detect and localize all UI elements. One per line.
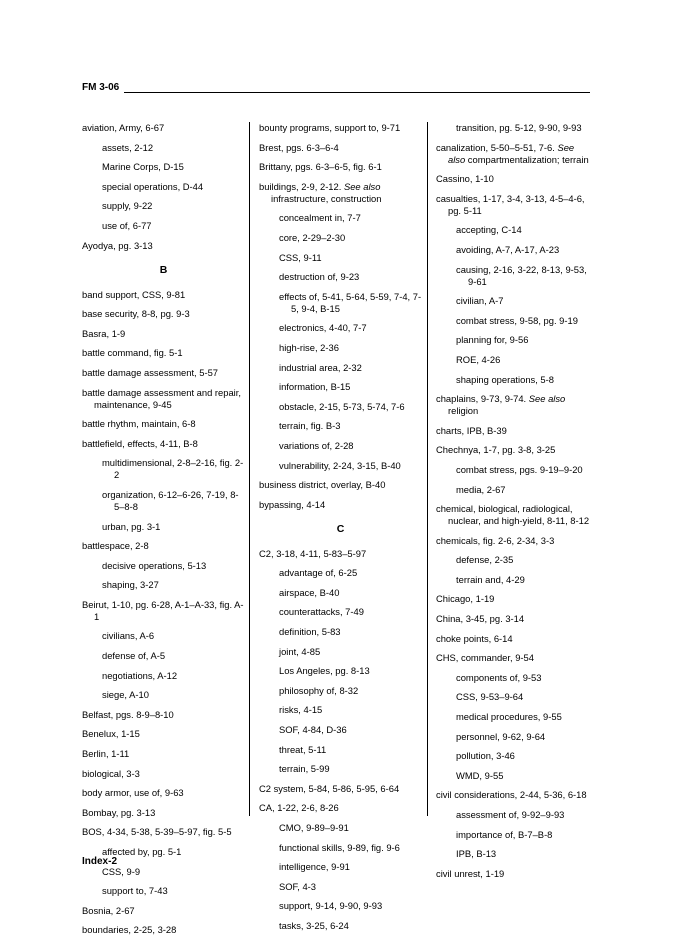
index-entry: aviation, Army, 6-67 [82,122,165,133]
index-subentry: SOF, 4-3 [279,880,316,892]
index-entry: chemical, biological, radiological, nuclear, and high-yield, 8-11, 8-12 [436,503,590,527]
index-subentry: effects of, 5-41, 5-64, 5-59, 7-4, 7-5, 9-4, B-15 [279,290,422,314]
index-subentry: CSS, 9-9 [102,865,141,877]
index-entry: boundaries, 2-25, 3-28 [82,924,177,936]
index-subentry: organization, 6-12–6-26, 7-19, 8-5–8-8 [102,488,239,512]
index-entry: chemicals, fig. 2-6, 2-34, 3-3 [436,534,555,546]
index-subentry: accepting, C-14 [456,224,522,236]
index-entry: Beirut, 1-10, pg. 6-28, A-1–A-33, fig. A-1 [82,598,244,622]
index-entry: charts, IPB, B-39 [436,424,507,436]
index-subentry: components of, 9-53 [456,671,542,683]
index-subentry: use of, 6-77 [102,219,152,231]
index-subentry: vulnerability, 2-24, 3-15, B-40 [279,459,401,471]
index-subentry: core, 2-29–2-30 [279,231,346,243]
index-subentry: CSS, 9-53–9-64 [456,691,524,703]
index-subentry: CMO, 9-89–9-91 [279,822,349,833]
index-entry: Chicago, 1-19 [436,593,495,605]
header-rule [124,92,590,93]
index-entry: bounty programs, support to, 9-71 [259,122,401,133]
index-subentry: shaping operations, 5-8 [456,373,554,385]
index-subentry: assets, 2-12 [102,141,154,153]
index-subentry: transition, pg. 5-12, 9-90, 9-93 [456,122,582,133]
entry-text: canalization, 5-50–5-51, 7-6. [436,141,558,153]
index-entry: business district, overlay, B-40 [259,479,386,491]
index-entry: battle damage assessment and repair, maintenance, 9-45 [82,386,241,410]
index-column-1 [82,122,245,944]
index-entry: choke points, 6-14 [436,632,513,644]
index-entry: body armor, use of, 9-63 [82,787,184,799]
index-subentry: avoiding, A-7, A-17, A-23 [456,243,560,255]
index-entry: C2, 3-18, 4-11, 5-83–5-97 [259,547,367,559]
index-subentry: high-rise, 2-36 [279,341,339,353]
index-entry: Chechnya, 1-7, pg. 3-8, 3-25 [436,444,556,456]
index-entry: casualties, 1-17, 3-4, 3-13, 4-5–4-6, pg. 5-11 [436,192,585,216]
index-subentry: Los Angeles, pg. 8-13 [279,665,370,677]
index-letter-heading: C [336,522,345,535]
index-subentry: CSS, 9-11 [279,251,322,263]
entry-text: buildings, 2-9, 2-12. [259,180,344,192]
index-subentry: terrain and, 4-29 [456,573,525,585]
index-subentry: combat stress, pgs. 9-19–9-20 [456,463,583,475]
index-entry: battle rhythm, maintain, 6-8 [82,418,196,430]
entry-text: religion [448,405,479,417]
index-entry: CA, 1-22, 2-6, 8-26 [259,802,339,814]
index-entry [436,142,592,166]
index-entry: battlespace, 2-8 [82,540,149,552]
index-entry: battle damage assessment, 5-57 [82,366,219,378]
column-divider [249,122,250,816]
index-entry: bypassing, 4-14 [259,498,326,510]
index-subentry: pollution, 3-46 [456,750,515,762]
index-subentry: siege, A-10 [102,689,149,701]
index-entry: battle command, fig. 5-1 [82,347,183,359]
index-subentry: decisive operations, 5-13 [102,559,207,571]
index-entry: BOS, 4-34, 5-38, 5-39–5-97, fig. 5-5 [82,826,232,838]
index-subentry: destruction of, 9-23 [279,271,360,283]
running-header: FM 3-06 [82,82,120,93]
index-entry: Belfast, pgs. 8-9–8-10 [82,708,174,720]
index-entry: Brest, pgs. 6-3–6-4 [259,141,339,153]
index-subentry: WMD, 9-55 [456,769,504,781]
index-subentry: information, B-15 [279,381,351,393]
index-subentry: combat stress, 9-58, pg. 9-19 [456,314,578,326]
index-subentry: airspace, B-40 [279,586,340,598]
index-subentry: threat, 5-11 [279,743,327,755]
index-entry: battlefield, effects, 4-11, B-8 [82,437,198,449]
index-entry: Benelux, 1-15 [82,728,140,740]
index-subentry: intelligence, 9-91 [279,861,350,873]
index-subentry: concealment in, 7-7 [279,212,361,224]
index-subentry: definition, 5-83 [279,626,341,638]
see-also-reference: See also [343,180,381,192]
index-column-3 [436,122,592,887]
index-entry: Bombay, pg. 3-13 [82,806,156,818]
index-subentry: causing, 2-16, 3-22, 8-13, 9-53, 9-61 [456,263,587,287]
index-subentry: support, 9-14, 9-90, 9-93 [279,900,383,912]
index-subentry: special operations, D-44 [102,180,204,192]
index-subentry: shaping, 3-27 [102,579,159,591]
index-subentry: Marine Corps, D-15 [102,161,184,173]
index-subentry: variations of, 2-28 [279,439,354,451]
entry-text: compartmentalization; terrain [465,153,589,165]
index-subentry: assessment of, 9-92–9-93 [456,809,565,820]
index-subentry: civilian, A-7 [456,295,504,307]
index-subentry: counterattacks, 7-49 [279,606,364,618]
index-subentry: ROE, 4-26 [456,353,501,365]
index-entry: CHS, commander, 9-54 [436,652,534,664]
index-subentry: civilians, A-6 [102,630,155,642]
index-entry: civil unrest, 1-19 [436,867,505,879]
index-subentry: urban, pg. 3-1 [102,520,161,532]
index-entry: biological, 3-3 [82,767,140,779]
index-subentry: personnel, 9-62, 9-64 [456,730,546,742]
index-subentry: defense, 2-35 [456,554,514,566]
index-entry: Ayodya, pg. 3-13 [82,239,153,251]
index-letter-heading: B [159,263,168,276]
index-subentry: importance of, B-7–B-8 [456,828,553,840]
index-subentry: functional skills, 9-89, fig. 9-6 [279,841,400,853]
index-subentry: electronics, 4-40, 7-7 [279,322,367,334]
index-entry: Cassino, 1-10 [436,173,494,185]
page-number: Index-2 [82,856,118,867]
index-subentry: terrain, 5-99 [279,763,330,775]
index-subentry: SOF, 4-84, D-36 [279,724,347,736]
index-column-2 [259,122,422,940]
index-subentry: multidimensional, 2-8–2-16, fig. 2-2 [102,457,244,481]
index-entry: base security, 8-8, pg. 9-3 [82,308,190,320]
index-subentry: joint, 4-85 [279,645,321,657]
index-subentry: media, 2-67 [456,483,506,495]
index-entry: C2 system, 5-84, 5-86, 5-95, 6-64 [259,782,400,794]
index-subentry: terrain, fig. B-3 [279,420,341,432]
index-entry: China, 3-45, pg. 3-14 [436,613,525,625]
index-subentry: supply, 9-22 [102,200,153,212]
column-divider [427,122,428,816]
index-subentry: planning for, 9-56 [456,334,529,346]
index-entry: civil considerations, 2-44, 5-36, 6-18 [436,789,587,801]
index-subentry: obstacle, 2-15, 5-73, 5-74, 7-6 [279,400,405,412]
index-subentry: risks, 4-15 [279,704,323,716]
index-entry: Brittany, pgs. 6-3–6-5, fig. 6-1 [259,161,382,173]
index-subentry: IPB, B-13 [456,848,497,860]
index-subentry: defense of, A-5 [102,650,166,662]
index-entry: Bosnia, 2-67 [82,904,135,916]
index-subentry: support to, 7-43 [102,885,168,897]
index-subentry: affected by, pg. 5-1 [102,846,182,857]
index-subentry: negotiations, A-12 [102,669,178,681]
index-entry [259,181,422,205]
entry-text: chaplains, 9-73, 9-74. [436,393,529,405]
index-subentry: philosophy of, 8-32 [279,684,359,696]
index-subentry: medical procedures, 9-55 [456,711,562,723]
index-entry [436,393,592,417]
index-subentry: tasks, 3-25, 6-24 [279,919,349,931]
index-entry: Berlin, 1-11 [82,748,130,760]
index-subentry: industrial area, 2-32 [279,361,362,373]
index-subentry: advantage of, 6-25 [279,567,358,579]
see-also-reference: See also [528,393,566,405]
entry-text: infrastructure, construction [271,192,382,204]
see-also-reference: See also [448,141,575,165]
index-entry: Basra, 1-9 [82,327,126,339]
index-entry: band support, CSS, 9-81 [82,288,186,300]
